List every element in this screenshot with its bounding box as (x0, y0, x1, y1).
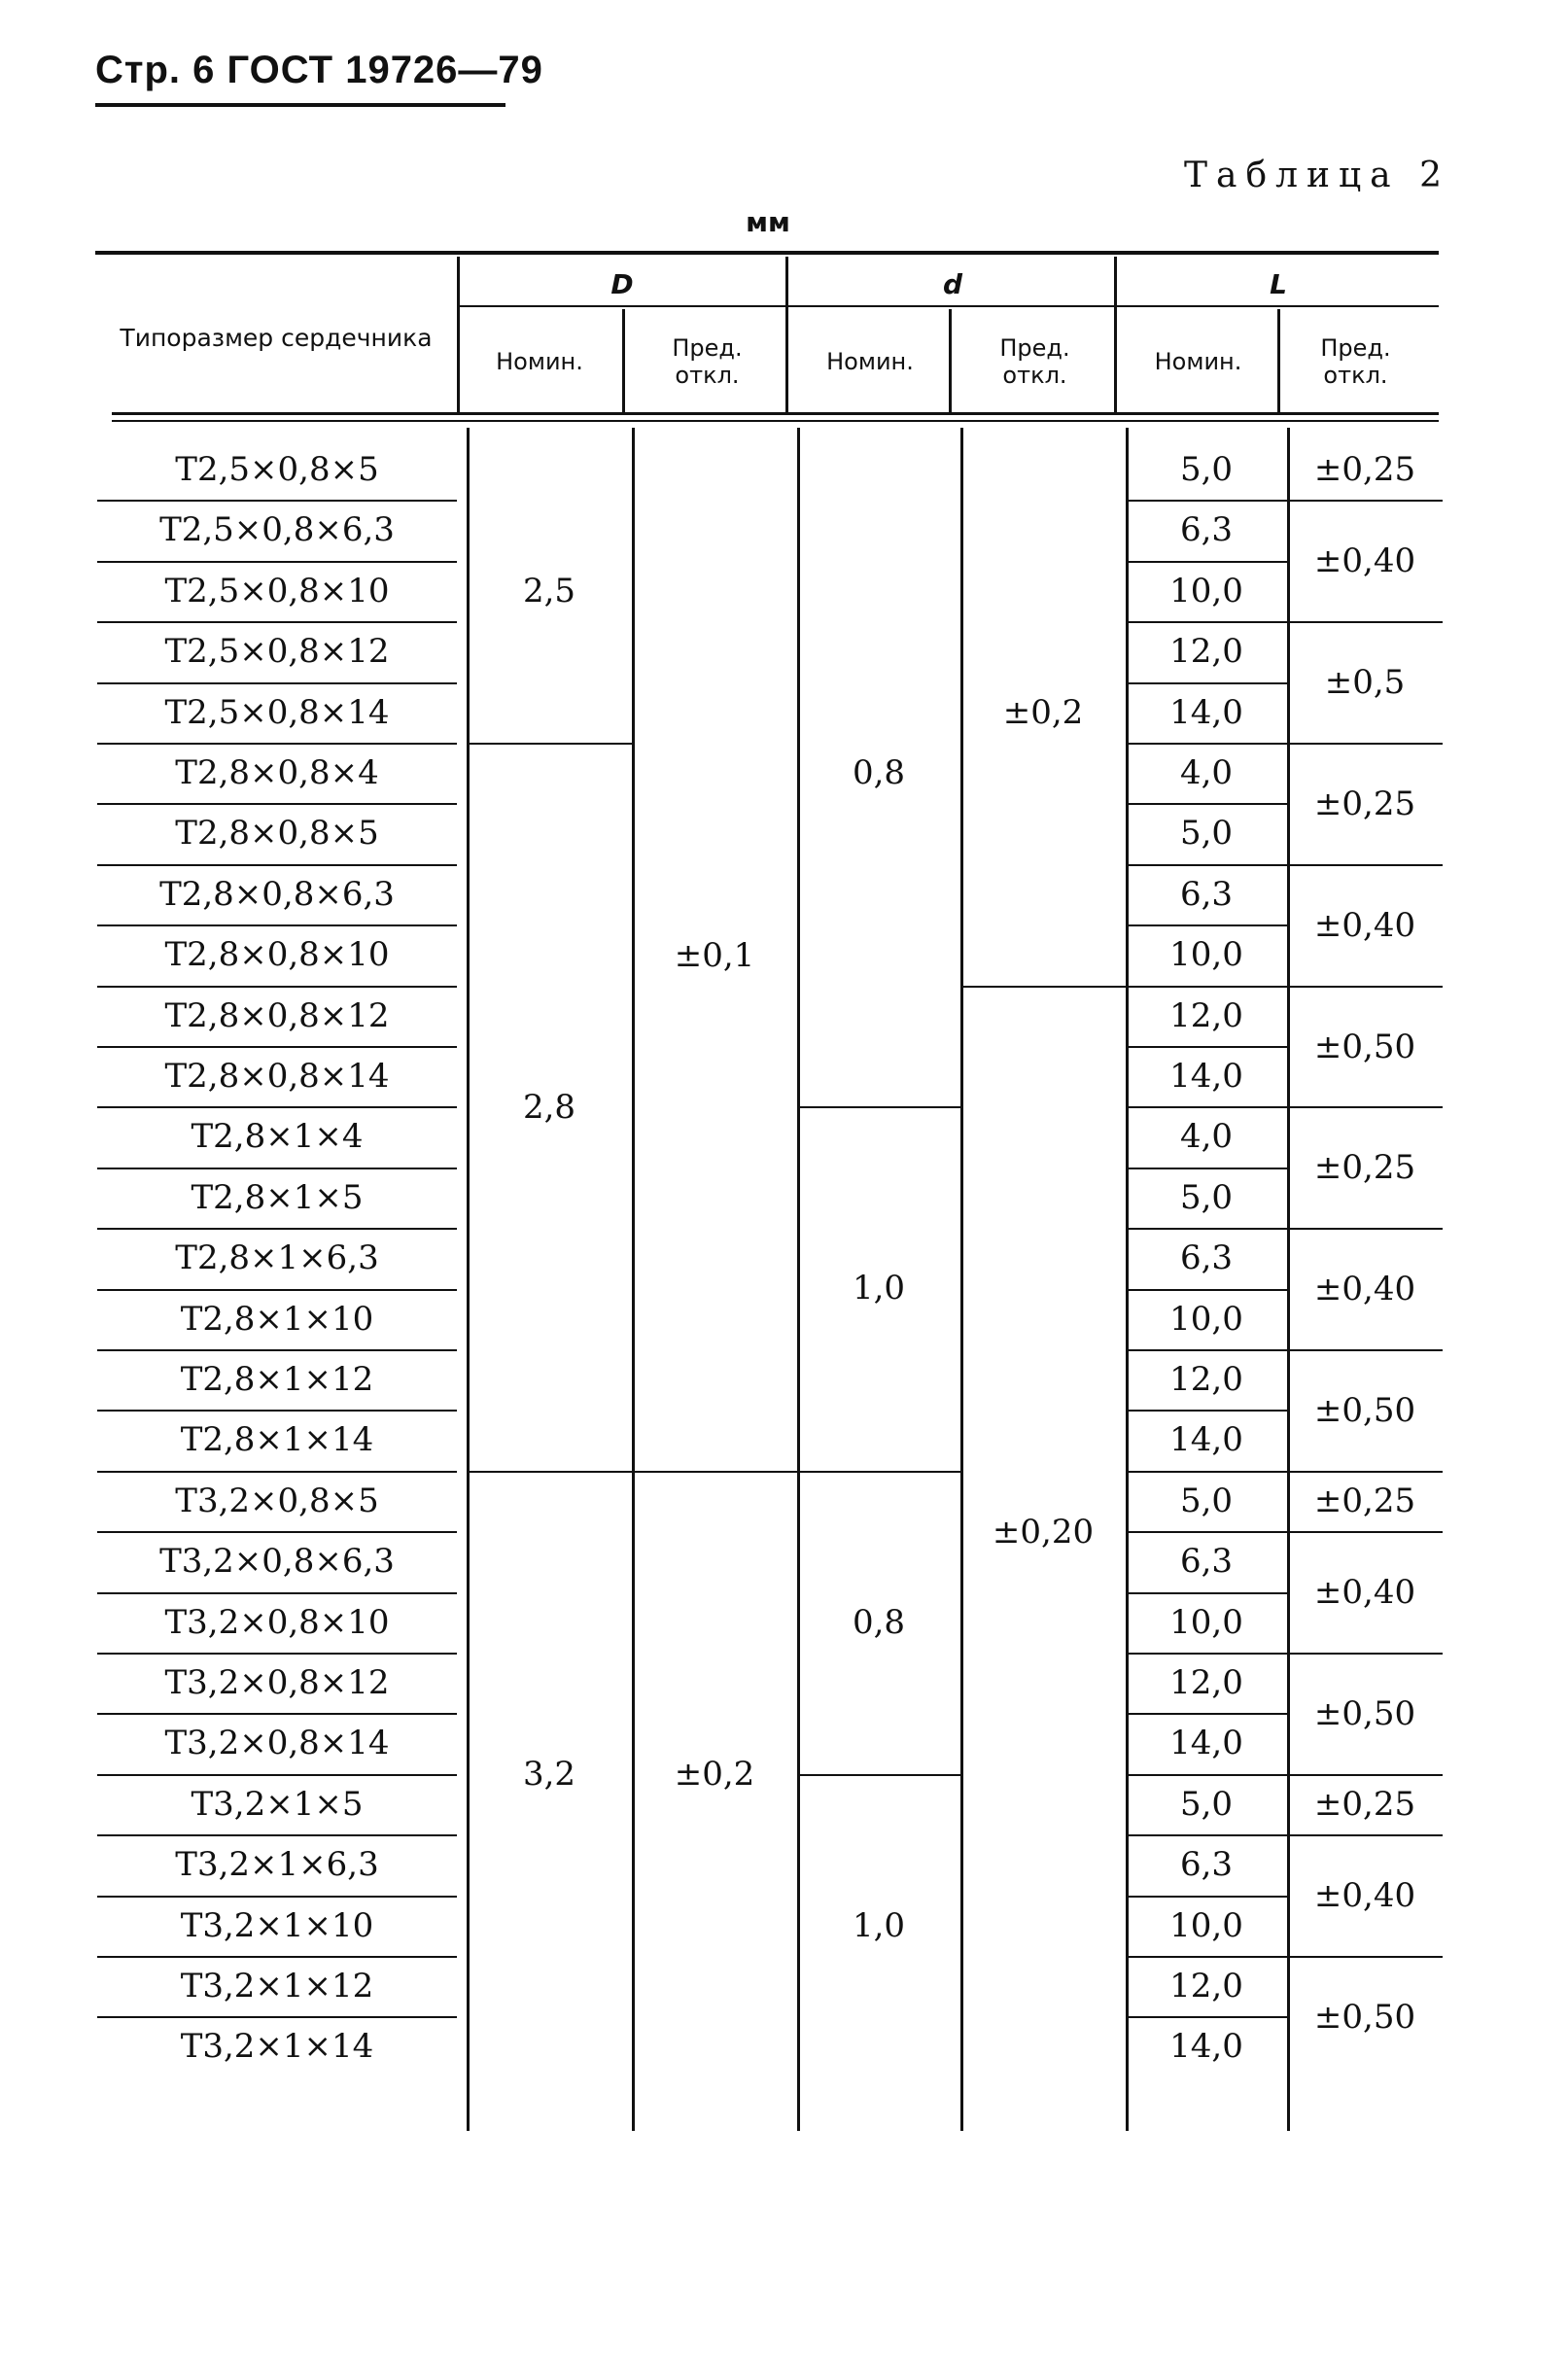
table-row-name: Т2,5×0,8×6,3 (159, 510, 395, 549)
table-cell-L-nom: 14,0 (1169, 1724, 1243, 1762)
table-cell-L-nom: 14,0 (1169, 693, 1243, 732)
table-row-name: Т3,2×1×10 (180, 1906, 374, 1945)
table-row-name: Т3,2×0,8×12 (164, 1663, 390, 1702)
table-row-name: Т3,2×1×6,3 (175, 1845, 379, 1884)
table-cell-L-nom: 10,0 (1169, 935, 1243, 974)
subheader-rule (459, 305, 1439, 307)
col-header-L-nom: Номин. (1154, 348, 1242, 376)
table-cell-L-dev: ±0,25 (1313, 1482, 1416, 1520)
col-header-L-dev: Пред. откл. (1320, 334, 1391, 389)
col-header-d: d (942, 267, 963, 300)
table-cell-L-dev: ±0,25 (1313, 1147, 1416, 1187)
table-cell-L-nom: 10,0 (1169, 1906, 1243, 1945)
table-cell-L-nom: 6,3 (1179, 1238, 1234, 1277)
col-header-D: D (610, 267, 634, 300)
hdr-vline-3 (785, 257, 788, 414)
table-row-name: Т3,2×0,8×5 (175, 1482, 379, 1520)
table-cell-L-nom: 5,0 (1179, 1785, 1234, 1824)
table-cell-L-nom: 14,0 (1169, 2027, 1243, 2066)
header-bottom-rule-1 (112, 412, 1439, 415)
hdr-vline-5 (1114, 257, 1117, 414)
table-cell-L-dev: ±0,40 (1313, 1269, 1416, 1308)
table-cell-d-nom: 1,0 (852, 1906, 906, 1945)
table-cell-D-dev: ±0,2 (674, 1755, 755, 1794)
hdr-vline-6 (1277, 309, 1280, 414)
table-cell-L-dev: ±0,50 (1313, 1693, 1416, 1733)
table-row-name: Т2,8×1×10 (180, 1300, 374, 1339)
table-cell-L-dev: ±0,25 (1313, 450, 1416, 489)
table-cell-L-nom: 5,0 (1179, 450, 1234, 489)
table-row-name: Т2,8×1×5 (191, 1178, 364, 1217)
table-cell-L-nom: 12,0 (1169, 996, 1243, 1035)
table-cell-L-dev: ±0,40 (1313, 540, 1416, 580)
table-cell-D-nom: 2,5 (522, 572, 576, 610)
table-row-name: Т2,8×1×4 (191, 1117, 364, 1156)
table-row-name: Т2,5×0,8×10 (164, 572, 390, 610)
table-row-name: Т2,8×1×14 (180, 1420, 374, 1459)
table-cell-d-nom: 1,0 (852, 1269, 906, 1308)
table-cell-D-nom: 3,2 (522, 1755, 576, 1794)
table-row-name: Т3,2×0,8×6,3 (159, 1542, 395, 1581)
table-cell-D-nom: 2,8 (522, 1087, 576, 1127)
table-row-name: Т2,8×0,8×6,3 (159, 875, 395, 914)
table-cell-d-nom: 0,8 (852, 1603, 906, 1642)
col-header-d-dev: Пред. откл. (999, 334, 1070, 389)
table-cell-d-nom: 0,8 (852, 753, 906, 792)
table-row-name: Т2,8×0,8×4 (175, 753, 379, 792)
table-top-rule (95, 251, 1439, 255)
col-header-D-nom: Номин. (496, 348, 583, 376)
table-row-name: Т2,5×0,8×12 (164, 632, 390, 671)
table-row-name: Т3,2×0,8×14 (164, 1724, 390, 1762)
table-row-name: Т2,8×0,8×10 (164, 935, 390, 974)
table-row-name: Т2,5×0,8×5 (175, 450, 379, 489)
table-row-name: Т2,8×1×6,3 (175, 1238, 379, 1277)
table-cell-L-nom: 5,0 (1179, 1482, 1234, 1520)
col-header-L: L (1270, 267, 1287, 300)
col-header-d-nom: Номин. (826, 348, 914, 376)
table-row-name: Т3,2×1×5 (191, 1785, 364, 1824)
table-row-name: Т2,8×0,8×5 (175, 814, 379, 853)
table-cell-L-nom: 12,0 (1169, 632, 1243, 671)
table-cell-L-nom: 6,3 (1179, 875, 1234, 914)
table-cell-L-dev: ±0,50 (1313, 1390, 1416, 1430)
table-cell-L-dev: ±0,40 (1313, 1572, 1416, 1612)
header-rule (95, 103, 505, 107)
table-cell-L-nom: 12,0 (1169, 1663, 1243, 1702)
table-row-name: Т2,5×0,8×14 (164, 693, 390, 732)
header-bottom-rule-2 (112, 420, 1439, 422)
table-cell-L-nom: 14,0 (1169, 1420, 1243, 1459)
table-cell-L-nom: 10,0 (1169, 572, 1243, 610)
table-cell-L-dev: ±0,50 (1313, 1997, 1416, 2037)
table-row-name: Т3,2×0,8×10 (164, 1603, 390, 1642)
table-row-name: Т2,8×0,8×12 (164, 996, 390, 1035)
table-cell-L-dev: ±0,40 (1313, 1875, 1416, 1915)
table-cell-L-dev: ±0,40 (1313, 905, 1416, 945)
table-cell-L-nom: 4,0 (1179, 1117, 1234, 1156)
table-cell-L-nom: 10,0 (1169, 1603, 1243, 1642)
table-cell-L-dev: ±0,50 (1313, 1027, 1416, 1066)
table-row-name: Т2,8×0,8×14 (164, 1057, 390, 1096)
table-cell-D-dev: ±0,1 (674, 935, 755, 975)
table-row-name: Т3,2×1×14 (180, 2027, 374, 2066)
table-cell-L-dev: ±0,25 (1313, 784, 1416, 823)
table-caption: Таблица 2 (1184, 156, 1450, 195)
table-row-name: Т3,2×1×12 (180, 1967, 374, 2005)
table-cell-L-nom: 6,3 (1179, 1542, 1234, 1581)
page-header: Стр. 6 ГОСТ 19726—79 (95, 49, 543, 91)
hdr-vline-4 (949, 309, 952, 414)
table-cell-L-nom: 14,0 (1169, 1057, 1243, 1096)
hdr-vline-2 (622, 309, 625, 414)
table-cell-L-nom: 6,3 (1179, 1845, 1234, 1884)
table-cell-d-dev: ±0,20 (992, 1512, 1095, 1552)
unit-label: мм (746, 206, 790, 238)
table-cell-L-dev: ±0,5 (1324, 662, 1406, 702)
table-cell-L-nom: 6,3 (1179, 510, 1234, 549)
table-cell-L-nom: 4,0 (1179, 753, 1234, 792)
table-row-name: Т2,8×1×12 (180, 1360, 374, 1399)
table-cell-L-dev: ±0,25 (1313, 1785, 1416, 1824)
table-cell-L-nom: 12,0 (1169, 1360, 1243, 1399)
col-header-D-dev: Пред. откл. (672, 334, 743, 389)
table-cell-d-dev: ±0,2 (1002, 693, 1084, 732)
table-cell-L-nom: 12,0 (1169, 1967, 1243, 2005)
table-cell-L-nom: 10,0 (1169, 1300, 1243, 1339)
table-cell-L-nom: 5,0 (1179, 814, 1234, 853)
col-header-name: Типоразмер сердечника (120, 323, 433, 352)
table-cell-L-nom: 5,0 (1179, 1178, 1234, 1217)
hdr-vline-1 (457, 257, 460, 414)
